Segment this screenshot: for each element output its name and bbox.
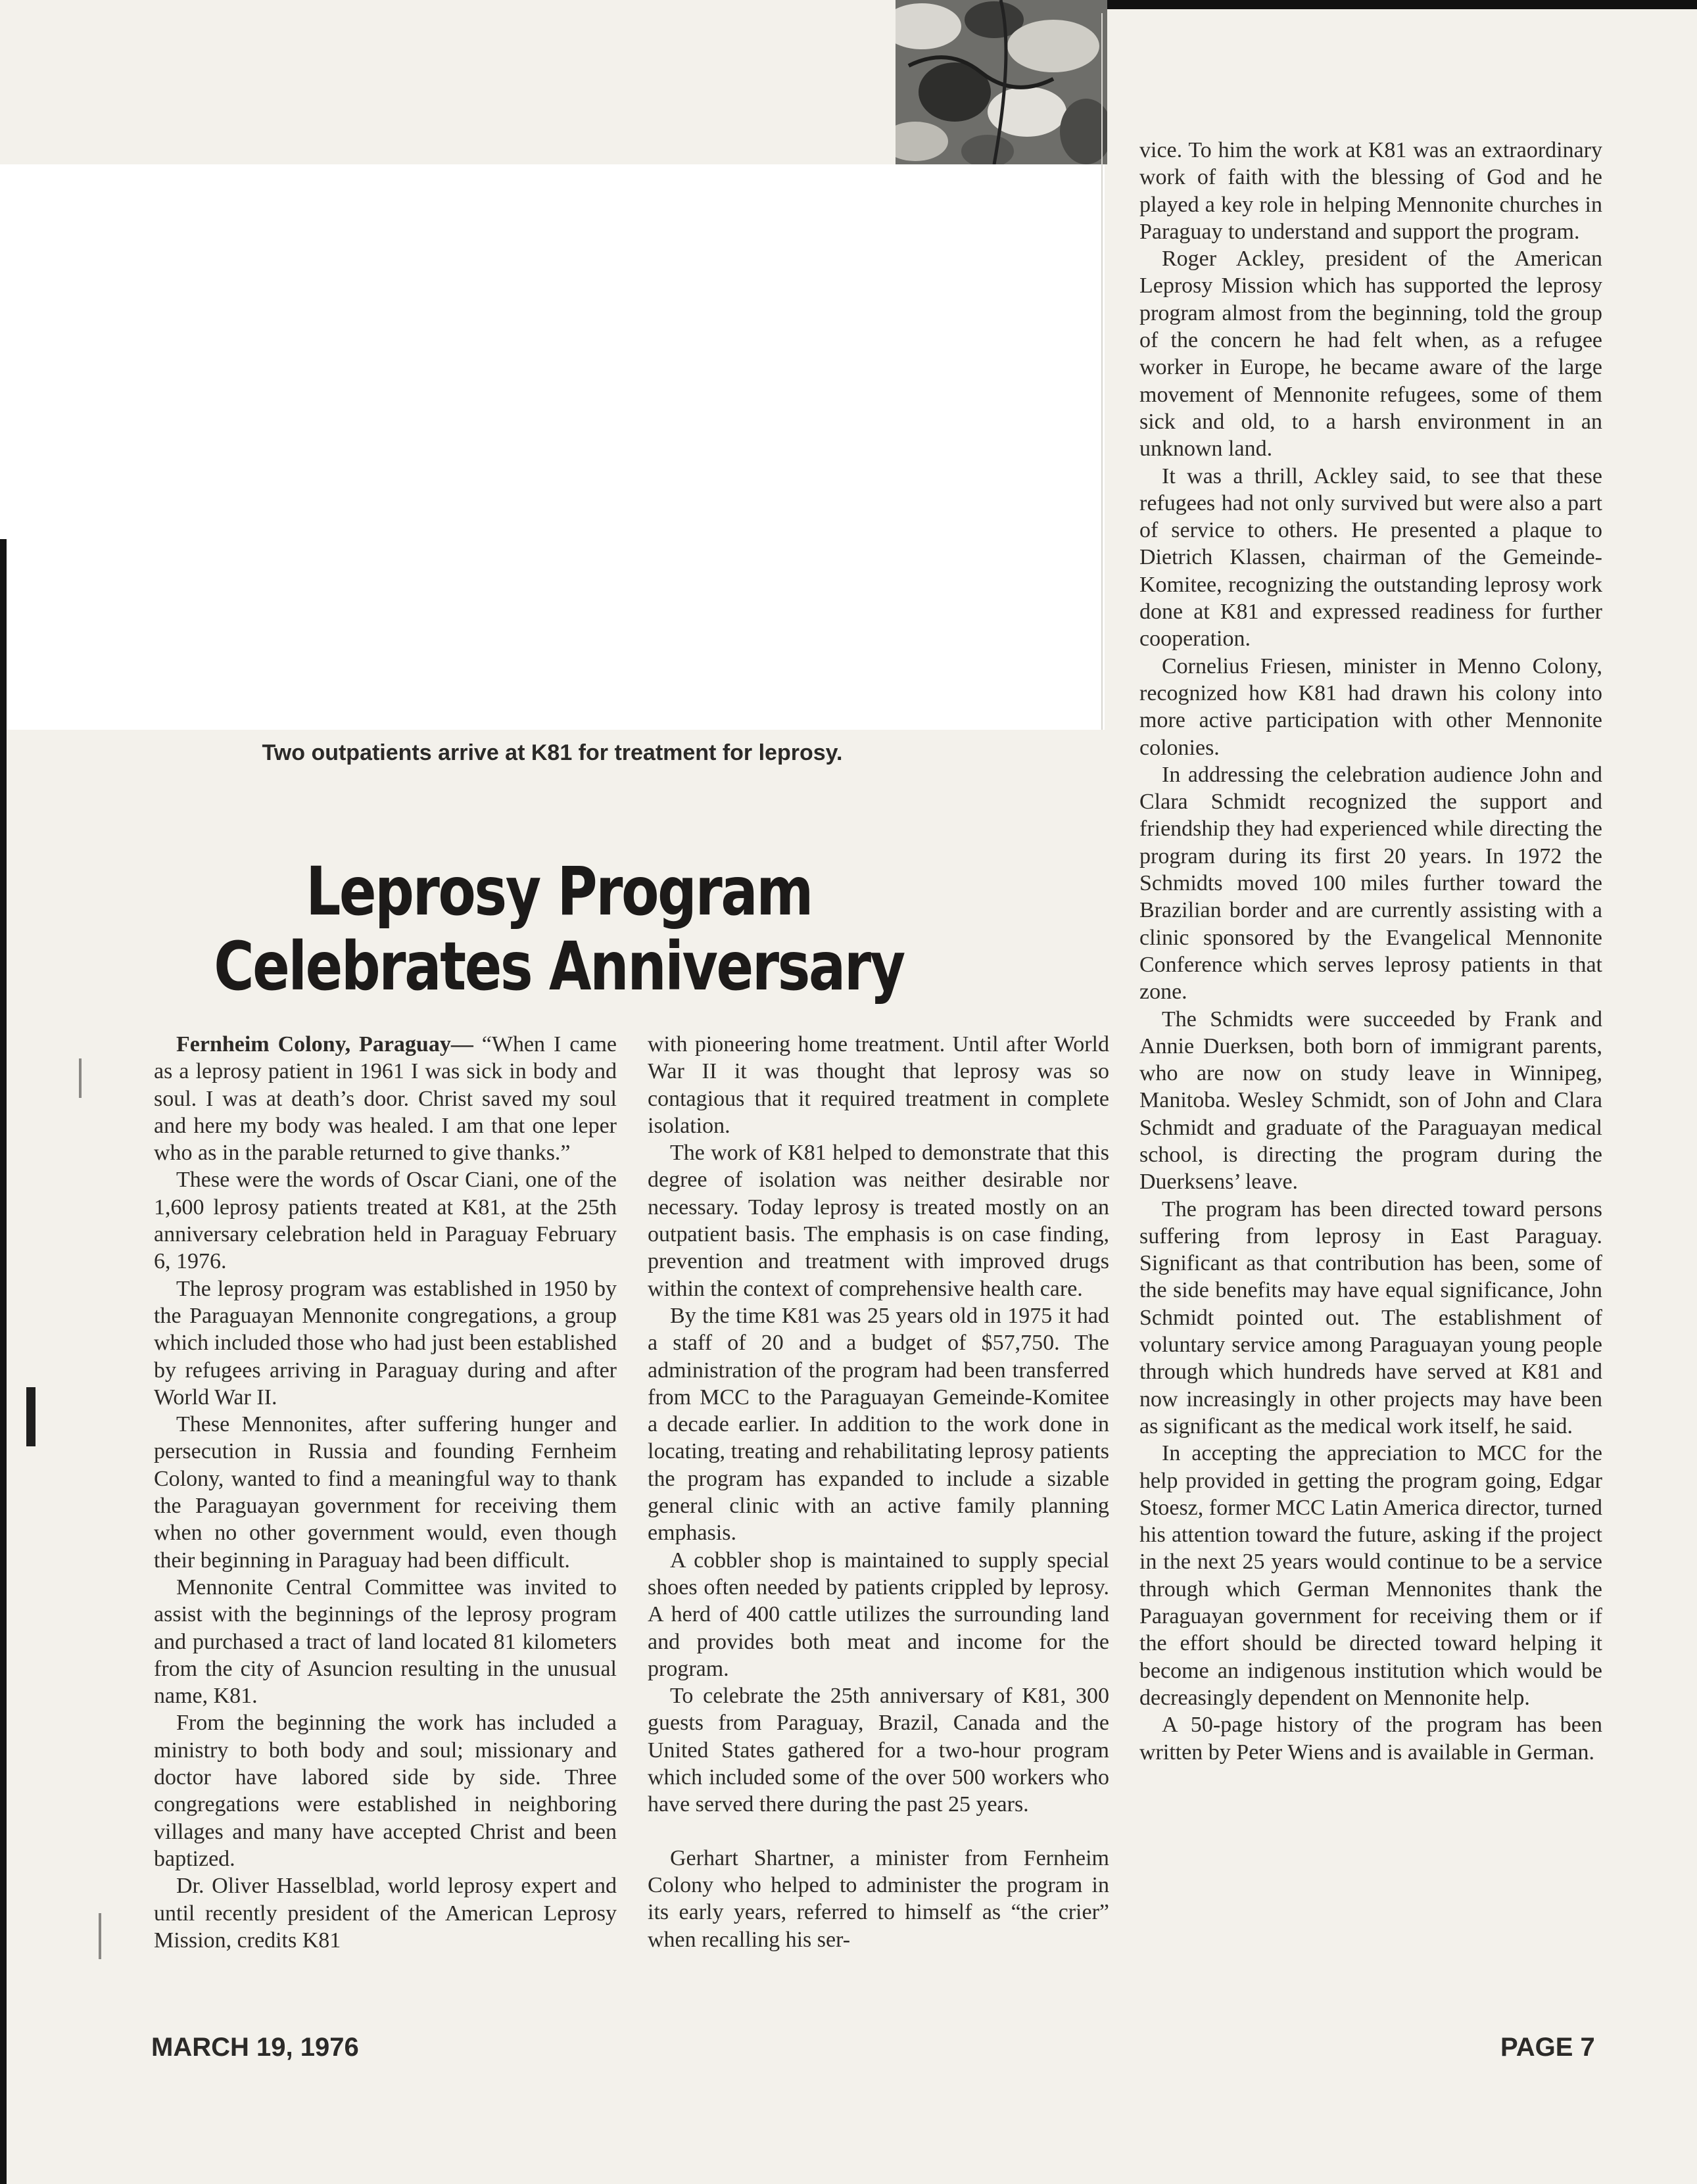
paragraph: From the beginning the work has included a ministry to both body and soul; missionary and doctor have labored side by side. Three congregations were established in neighboring villages and many have accepted Christ and been baptized.	[154, 1711, 617, 1871]
paragraph: A 50-page history of the program has been written by Peter Wiens and is available in German.	[1139, 1713, 1602, 1765]
paragraph: Roger Ackley, president of the American Leprosy Mission which has supported the leprosy program almost from the beginning, told the group of the concern he had felt when, as a refugee worker in Europe, he became aware of the large movement of Mennonite refugees, some of them sick and old, to a harsh environment in an unknown land.	[1139, 247, 1602, 462]
page-number: PAGE 7	[1500, 2033, 1595, 2062]
paragraph: It was a thrill, Ackley said, to see that these refugees had not only survived but were also a part of service to others. He presented a plaque to Dietrich Klassen, chairman of the Gemeinde-Komitee, recognizing the outstanding leprosy work done at K81 and expressed readiness for further cooperation.	[1139, 463, 1602, 652]
paragraph: The work of K81 helped to demonstrate that this degree of isolation was neither desirable nor necessary. Today leprosy is treated mostly on an outpatient basis. The emphasis is on case finding, prevention and treatment with improved drugs within the context of comprehensive health care.	[648, 1141, 1109, 1301]
scan-mark	[79, 1058, 82, 1098]
paragraph-text: “When I came as a leprosy patient in 1961 I was sick in body and soul. I was at death’s door. Christ saved my soul and here my body was healed. I am that one leper who as in the parable returned to give thanks.”	[154, 1032, 617, 1166]
article-column-3	[1139, 137, 1602, 1766]
scan-mark	[26, 1387, 36, 1446]
photo-area	[0, 164, 1105, 730]
scan-left-edge	[0, 539, 7, 2184]
scan-mark	[99, 1913, 101, 1959]
headline-line-1: Leprosy Program	[306, 853, 812, 931]
paragraph: Mennonite Central Committee was invited to assist with the beginnings of the leprosy program and purchased a tract of land located 81 kilometers from the city of Asuncion resulting in the unusual name, K81.	[154, 1575, 617, 1709]
paragraph: Gerhart Shartner, a minister from Fernheim Colony who helped to administer the program in its early years, referred to himself as “the crier” when recalling his ser-	[648, 1845, 1109, 1952]
paragraph: A cobbler shop is maintained to supply special shoes often needed by patients crippled by leprosy. A herd of 400 cattle utilizes the surrounding land and provides both meat and income for the program.	[648, 1548, 1109, 1681]
headline	[198, 855, 920, 1005]
dateline: Fernheim Colony, Paraguay—	[176, 1032, 473, 1056]
paragraph: In addressing the celebration audience John and Clara Schmidt recognized the support and friendship they had experienced while directing the program during its first 20 years. In 1972 the Schmidts moved 100 miles further toward the Brazilian border and are currently assisting with a clinic sponsored by the Evangelical Mennonite Conference which serves leprosy patients in that zone.	[1139, 762, 1602, 1005]
issue-date: MARCH 19, 1976	[151, 2033, 359, 2062]
paragraph: The Schmidts were succeeded by Frank and Annie Duerksen, both born of immigrant parents, who are now on study leave in Winnipeg, Manitoba. Wesley Schmidt, son of John and Clara Schmidt and graduate of the Paraguayan medical school, is directing the program during the Duerksens’ leave.	[1139, 1007, 1602, 1195]
paragraph: In accepting the appreciation to MCC for the help provided in getting the program going, Edgar Stoesz, former MCC Latin America director, turned his attention toward the future, asking if the project in the next 25 years would continue to be a service through which German Mennonites thank the Paraguayan government for receiving them or if the effort should be directed toward helping it become an indigenous institution which would be decreasingly dependent on Mennonite help.	[1139, 1441, 1602, 1710]
paragraph: vice. To him the work at K81 was an extraordinary work of faith with the blessing of God and he played a key role in helping Mennonite churches in Paraguay to understand and support the program.	[1139, 138, 1602, 244]
fold-line	[1101, 13, 1103, 730]
paragraph: These Mennonites, after suffering hunger and persecution in Russia and founding Fernheim Colony, wanted to find a meaningful way to thank the Paraguayan government for receiving them when no other government would, even though their beginning in Paraguay had been difficult.	[154, 1412, 617, 1573]
paragraph: The program has been directed toward persons suffering from leprosy in East Paraguay. Significant as that contribution has been, some of the side benefits may have equal significance, John Schmidt pointed out. The establishment of voluntary service among Paraguayan young people through which hundreds have served at K81 and now increasingly in other projects may have been as significant as the medical work itself, he said.	[1139, 1197, 1602, 1438]
paragraph: with pioneering home treatment. Until after World War II it was thought that leprosy was so contagious that it required treatment in complete isolation.	[648, 1032, 1109, 1138]
article-column-2	[648, 1031, 1109, 1953]
headline-line-2: Celebrates Anniversary	[214, 928, 904, 1006]
paragraph: These were the words of Oscar Ciani, one of the 1,600 leprosy patients treated at K81, at the 25th anniversary celebration held in Paraguay February 6, 1976.	[154, 1168, 617, 1274]
photo-caption: Two outpatients arrive at K81 for treatment for leprosy.	[262, 740, 843, 765]
photo-fragment	[896, 0, 1107, 164]
article-column-1	[154, 1031, 617, 1954]
paragraph: By the time K81 was 25 years old in 1975 it had a staff of 20 and a budget of $57,750. The administration of the program had been transferred from MCC to the Paraguayan Gemeinde-Komitee a decade earlier. In addition to the work done in locating, treating and rehabilitating leprosy patients the program has expanded to include a sizable general clinic with an active family planning emphasis.	[648, 1303, 1109, 1546]
paragraph	[154, 1031, 617, 1166]
paragraph: Dr. Oliver Hasselblad, world leprosy expert and until recently president of the American Leprosy Mission, credits K81	[154, 1874, 617, 1953]
paragraph: Cornelius Friesen, minister in Menno Colony, recognized how K81 had drawn his colony into more active participation with other Mennonite colonies.	[1139, 653, 1602, 760]
paragraph: To celebrate the 25th anniversary of K81, 300 guests from Paraguay, Brazil, Canada and the United States gathered for a two-hour program which included some of the over 500 workers who have served there during the past 25 years.	[648, 1684, 1109, 1817]
paragraph: The leprosy program was established in 1950 by the Paraguayan Mennonite congregations, a group which included those who had just been established by refugees arriving in Paraguay during and after World War II.	[154, 1276, 617, 1410]
